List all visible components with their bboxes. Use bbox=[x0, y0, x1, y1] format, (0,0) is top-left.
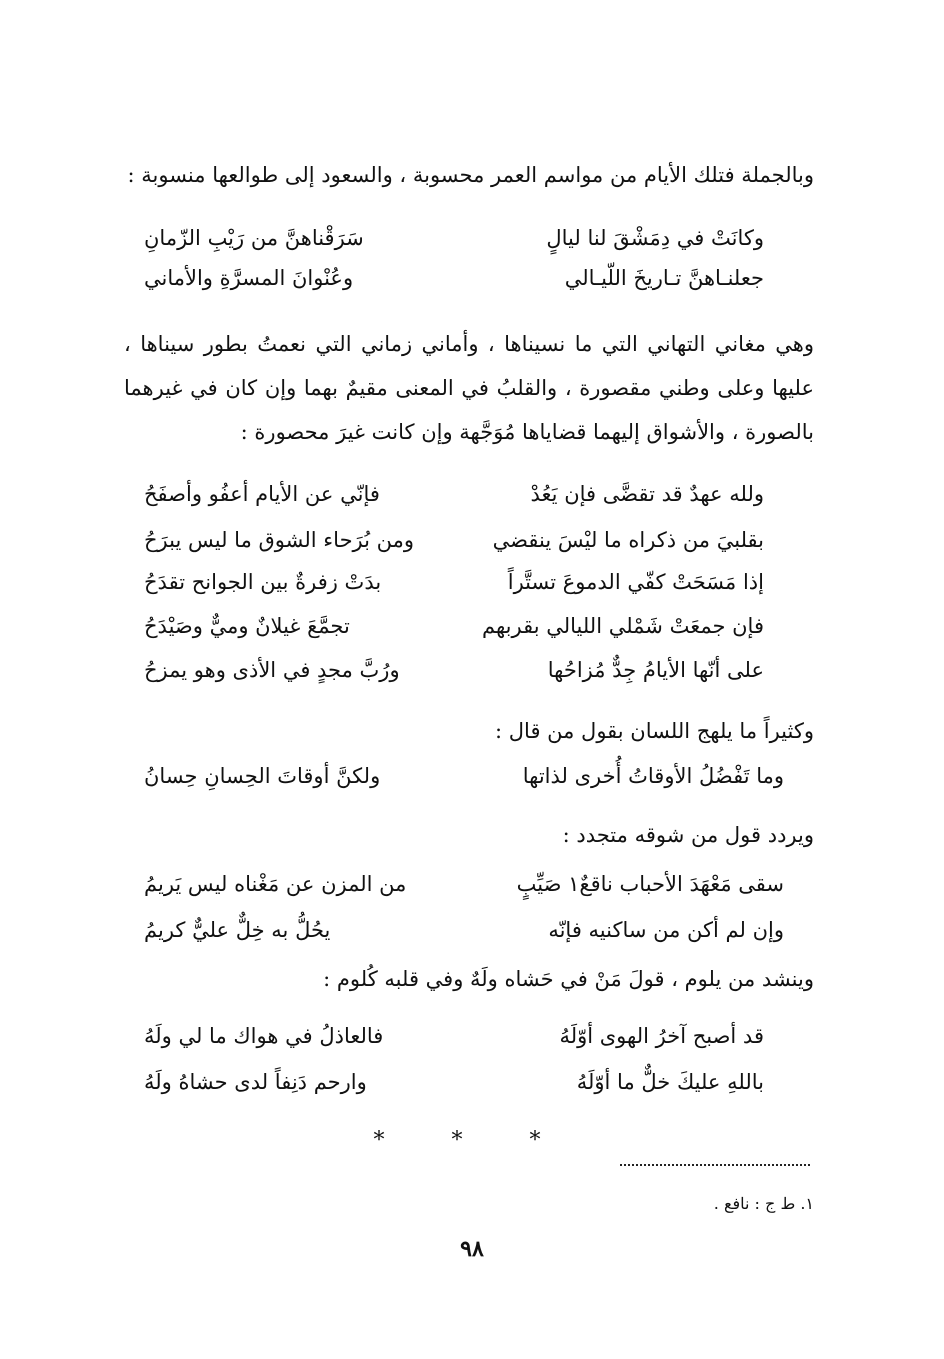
hemistich-first: سقى مَعْهَدَ الأحباب ناقعٌ١ صَيِّبٍ bbox=[516, 872, 784, 896]
hemistich-first: وكانَتْ في دِمَشْقَ لنا ليالٍ bbox=[546, 226, 764, 250]
poem1-verse-2 bbox=[144, 258, 764, 298]
hemistich-second: ورُبَّ مجدٍ في الأذى وهو يمزحُ bbox=[144, 658, 400, 682]
poem2-verse-5 bbox=[144, 650, 764, 690]
poem2-verse-2 bbox=[144, 520, 764, 560]
poem2-verse-1 bbox=[144, 474, 764, 514]
hemistich-second: يحُلُّ به خِلٌّ عليٌّ كريمُ bbox=[144, 918, 331, 942]
hemistich-first: فإن جمعَتْ شَمْلي الليالي بقربهم bbox=[481, 614, 764, 638]
hemistich-second: ولكنَّ أوقاتَ الحِسانِ حِسانُ bbox=[144, 764, 381, 788]
poem5-verse-2 bbox=[144, 1062, 764, 1102]
section-separator: * * * bbox=[373, 1128, 571, 1153]
hemistich-second: ومن بُرَحاء الشوق ما ليس يبرَحُ bbox=[144, 528, 415, 552]
footnote: ١. ط ج : نافع . bbox=[713, 1194, 814, 1213]
poem2-verse-4 bbox=[144, 606, 764, 646]
hemistich-second: فإنّي عن الأيام أعفُو وأصفَحُ bbox=[144, 482, 380, 506]
hemistich-first: باللهِ عليكَ خلٌّ ما أوّلَهُ bbox=[576, 1070, 764, 1094]
paragraph-blamer: وينشد من يلوم ، قولَ مَنْ في حَشاه ولَهٌ وفي قلبه كُلوم : bbox=[323, 967, 814, 991]
hemistich-second: تجمَّعَ غيلانٌ وميٌّ وصَيْدَحُ bbox=[144, 614, 350, 638]
hemistich-first: جعلنـاهنَّ تـاريخَ اللّيـالي bbox=[564, 266, 764, 290]
paragraph-longing: ويردد قول من شوقه متجدد : bbox=[562, 823, 814, 847]
hemistich-first: بقلبيَ من ذكراه ما ليْسَ ينقضي bbox=[492, 528, 764, 552]
poem5-verse-1 bbox=[144, 1016, 764, 1056]
hemistich-second: وعُنْوانَ المسرَّةِ والأماني bbox=[144, 266, 354, 290]
hemistich-first: إذا مَسَحَتْ كفّي الدموعَ تستَّراً bbox=[507, 570, 764, 594]
paragraph-memories: وهي مغاني التهاني التي ما نسيناها ، وأماني زماني التي نعمتُ بطور سيناها ، عليها وعلى وطني مقصورة ، والقلبُ في المعنى مقيمٌ بهما وإن كان في غيرهما بالصورة ، والأشواق إليهما قضاياها مُوَجَّهة وإن كانت غيرَ محصورة : bbox=[124, 332, 814, 444]
hemistich-first: وما تَفْضُلُ الأوقاتُ أُخرى لذاتها bbox=[522, 764, 784, 788]
hemistich-second: فالعاذلُ في هواك ما لي ولَهُ bbox=[144, 1024, 384, 1048]
poem1-verse-1 bbox=[144, 218, 764, 258]
hemistich-first: قد أصبح آخرُ الهوى أوّلَهُ bbox=[559, 1024, 764, 1048]
hemistich-second: بدَتْ زفرةٌ بين الجوانح تقدَحُ bbox=[144, 570, 382, 594]
poem3-verse-1 bbox=[144, 756, 784, 796]
paragraph-quote-intro: وكثيراً ما يلهج اللسان بقول من قال : bbox=[495, 719, 814, 743]
poem2-verse-3 bbox=[144, 562, 764, 602]
hemistich-second: سَرَقْناهنَّ من رَيْبِ الزّمانِ bbox=[144, 226, 364, 250]
poem4-verse-2 bbox=[144, 910, 784, 950]
page-number: ٩٨ bbox=[460, 1236, 484, 1262]
hemistich-second: وارحم دَنِفاً لدى حشاهُ ولَهُ bbox=[144, 1070, 367, 1094]
hemistich-second: من المزن عن مَغْناه ليس يَريمُ bbox=[144, 872, 407, 896]
hemistich-first: وإن لم أكن من ساكنيه فإنّه bbox=[548, 918, 784, 942]
hemistich-first: ولله عهدٌ قد تقضَّى فإن يَعُدْ bbox=[530, 482, 764, 506]
footnote-divider bbox=[620, 1164, 810, 1166]
poem4-verse-1 bbox=[144, 864, 784, 904]
hemistich-first: على أنّها الأيامُ جِدٌّ مُزاحُها bbox=[547, 658, 764, 682]
paragraph-intro: وبالجملة فتلك الأيام من مواسم العمر محسوبة ، والسعود إلى طوالعها منسوبة : bbox=[127, 163, 814, 187]
